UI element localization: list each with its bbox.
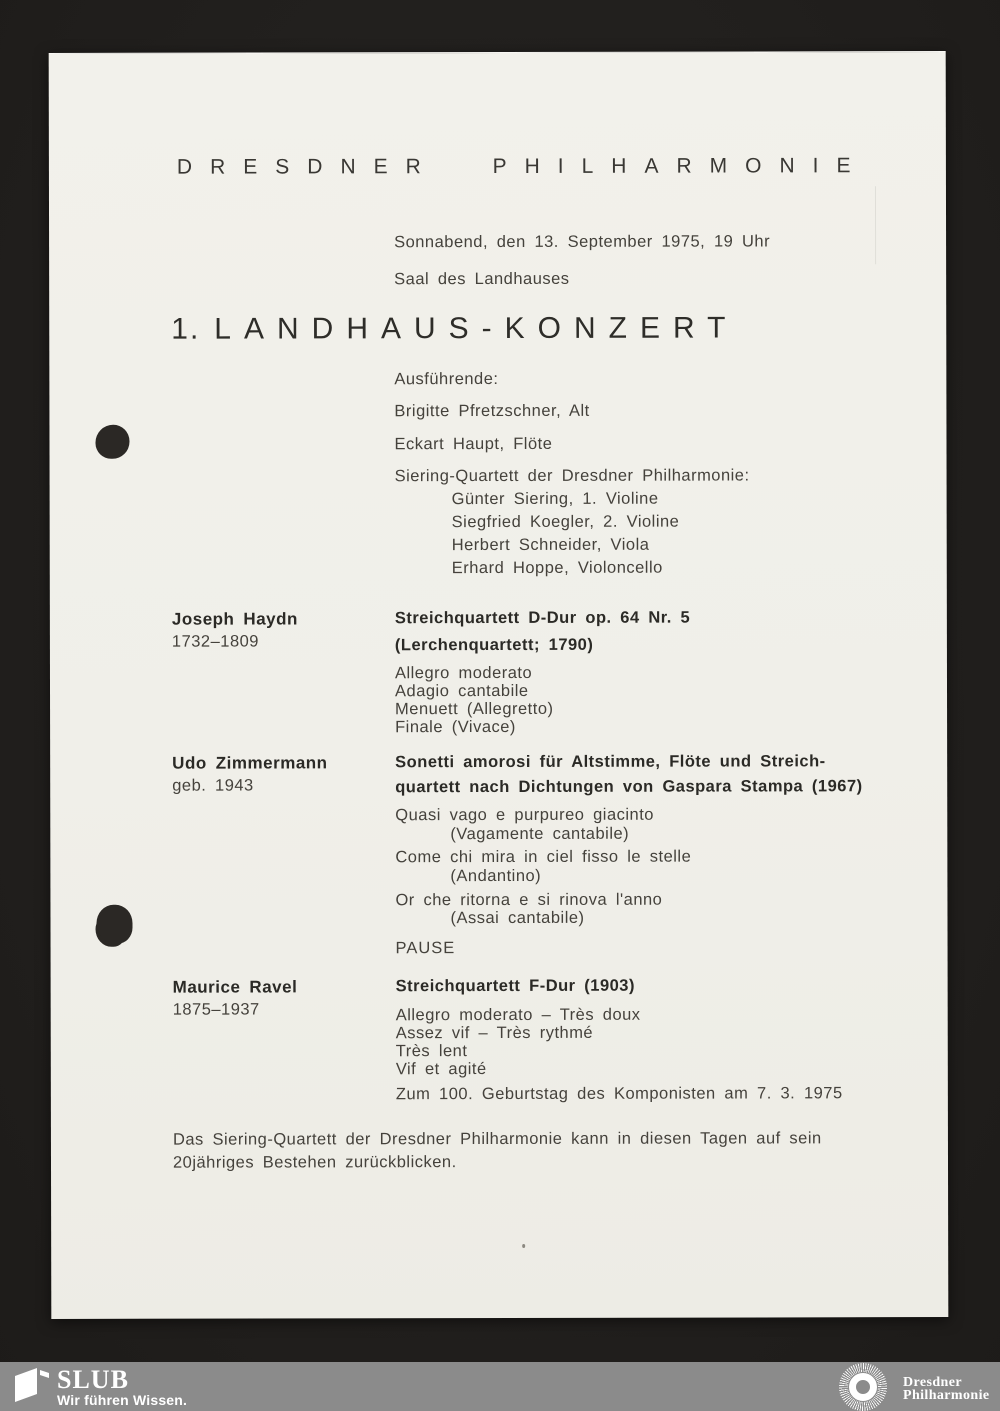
movement: Finale (Vivace): [395, 717, 516, 737]
scan-fold-artifact: [875, 186, 876, 264]
work-title: Streichquartett F-Dur (1903): [395, 976, 635, 996]
footnote: Das Siering-Quartett der Dresdner Philharmonie kann in diesen Tagen auf sein: [172, 1129, 822, 1149]
movement: Come chi mira in ciel fisso le stelle: [395, 847, 692, 867]
punch-hole-bottom: [96, 905, 132, 944]
concert-venue: Saal des Landhauses: [394, 269, 570, 289]
pause-label: PAUSE: [395, 939, 456, 958]
concert-title-text: LANDHAUS-KONZERT: [214, 311, 739, 346]
work-title: Sonetti amorosi für Altstimme, Flöte und Streich-: [395, 752, 826, 772]
work-title: quartett nach Dichtungen von Gaspara Stampa (1967): [395, 777, 863, 797]
composer-dates: geb. 1943: [172, 776, 254, 795]
composer-dates: 1875–1937: [172, 1000, 260, 1019]
composer-dates: 1732–1809: [171, 632, 259, 651]
ensemble-member: Siegfried Koegler, 2. Violine: [451, 512, 680, 532]
institution-header: DRESDNER PHILHARMONIE: [176, 154, 869, 179]
movement: Très lent: [395, 1042, 468, 1061]
movement: Adagio cantabile: [394, 681, 529, 701]
slub-wordmark: SLUB: [57, 1365, 129, 1394]
performer-floete: Eckart Haupt, Flöte: [394, 434, 553, 454]
composer-name: Maurice Ravel: [172, 977, 298, 997]
scan-speck-artifact: [522, 1244, 525, 1248]
concert-title: [171, 310, 738, 347]
movement: Menuett (Allegretto): [395, 699, 554, 719]
composer-name: Joseph Haydn: [171, 609, 298, 629]
philharmonie-wordmark-line2: Philharmonie: [903, 1388, 990, 1403]
movement-tempo: (Assai cantabile): [450, 908, 585, 928]
footnote: 20jähriges Bestehen zurückblicken.: [172, 1153, 457, 1172]
concert-title-number: 1.: [171, 312, 201, 346]
ensemble-member: Erhard Hoppe, Violoncello: [451, 558, 663, 578]
composer-name: Udo Zimmermann: [172, 753, 328, 773]
performer-alt: Brigitte Pfretzschner, Alt: [394, 401, 590, 421]
ensemble-line: Siering-Quartett der Dresdner Philharmonie:: [394, 466, 750, 486]
philharmonie-wordmark-line1: Dresdner: [903, 1375, 962, 1390]
philharmonie-wordmark: [903, 1376, 989, 1402]
work-title: Streichquartett D-Dur op. 64 Nr. 5: [394, 608, 691, 628]
concert-datetime: Sonnabend, den 13. September 1975, 19 Uhr: [394, 232, 771, 252]
movement: Allegro moderato – Très doux: [395, 1005, 641, 1025]
concert-program-page: [49, 51, 949, 1319]
movement-tempo: (Vagamente cantabile): [450, 824, 630, 844]
slub-book-icon: [13, 1366, 51, 1406]
ensemble-member: Günter Siering, 1. Violine: [451, 489, 659, 509]
movement: Assez vif – Très rythmé: [395, 1023, 594, 1043]
movement: Quasi vago e purpureo giacinto: [395, 805, 654, 825]
movement: Allegro moderato: [394, 663, 533, 683]
movement: Vif et agité: [395, 1060, 487, 1079]
performers-heading: Ausführende:: [394, 369, 499, 389]
anniversary-note: Zum 100. Geburtstag des Komponisten am 7. 3. 1975: [395, 1084, 843, 1104]
punch-hole-top: [95, 425, 129, 459]
slub-tagline: Wir führen Wissen.: [57, 1392, 188, 1408]
work-title: (Lerchenquartett; 1790): [394, 635, 594, 655]
philharmonie-starburst-icon: [839, 1363, 887, 1411]
viewer-footer: [0, 1362, 1000, 1411]
movement-tempo: (Andantino): [450, 866, 542, 886]
ensemble-member: Herbert Schneider, Viola: [451, 535, 650, 555]
movement: Or che ritorna e si rinova l'anno: [395, 890, 663, 910]
